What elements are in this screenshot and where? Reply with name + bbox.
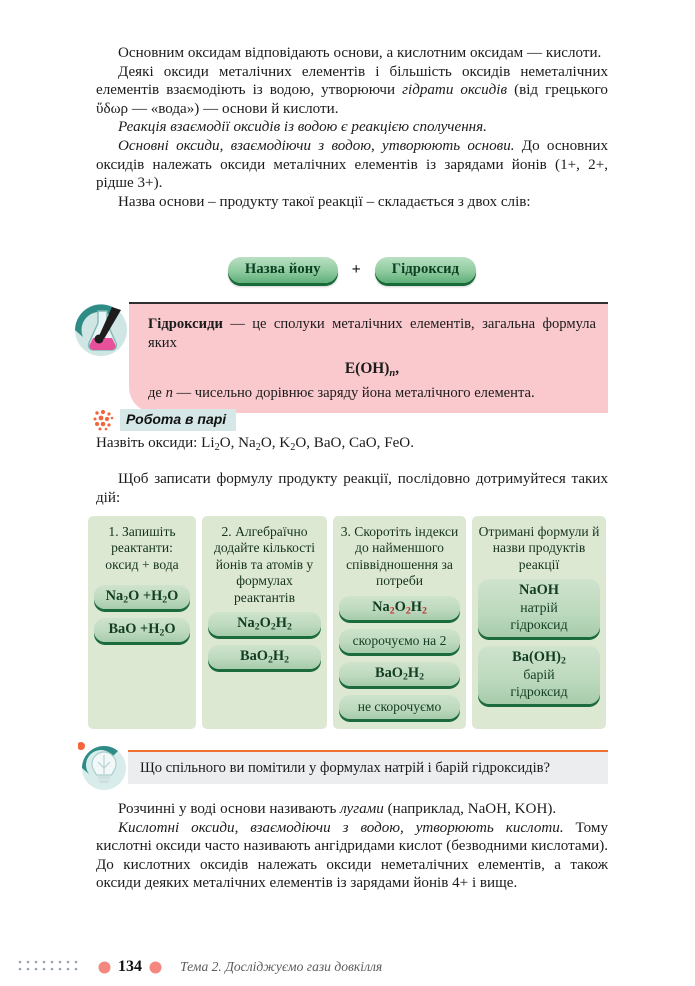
step-3-chip-1[interactable]: $Na_2O_2H_2$ bbox=[339, 596, 460, 620]
paragraph-3: Реакція взаємодії оксидів із водою є реакцією сполучення. bbox=[118, 119, 487, 136]
definition-box bbox=[129, 302, 608, 413]
p2-part-a: Деякі оксиди металічних елементів і більшість оксидів неметалічних елементів взаємодіють із водою, утворюючи bbox=[96, 63, 608, 99]
lightbulb-icon bbox=[78, 742, 130, 792]
p4-part-b: До основних оксидів належать оксиди металічних елементів із зарядами йонів (1+, 2+, рідше 3+). bbox=[96, 137, 608, 192]
step-1-title: 1. Запишіть реактанти: оксид + вода bbox=[105, 524, 179, 572]
intro-paragraphs bbox=[96, 44, 608, 211]
step-4-chip-2[interactable]: $Ba(OH)_2$ барій гідроксид bbox=[478, 646, 600, 704]
paragraph-4 bbox=[96, 137, 608, 193]
note-a: де bbox=[148, 385, 166, 401]
step-3-chip-3[interactable]: $BaO_2H_2$ bbox=[339, 662, 460, 686]
step-column-1 bbox=[88, 516, 196, 729]
general-formula bbox=[148, 360, 596, 378]
formula-main: E(OH) bbox=[344, 360, 390, 377]
step-3-chip-4[interactable]: не скорочуємо bbox=[339, 695, 460, 719]
pill-hydroxide[interactable]: Гідроксид bbox=[375, 257, 476, 283]
definition-text bbox=[148, 315, 596, 353]
definition-note bbox=[148, 384, 596, 403]
step-column-4 bbox=[472, 516, 606, 729]
outro-1-emphasis: лугами bbox=[340, 801, 384, 817]
steps-table bbox=[88, 516, 610, 729]
step-1-chip-2[interactable]: BaO $+H_2O$ bbox=[94, 618, 190, 642]
pair-work-heading bbox=[92, 409, 236, 431]
page-footer bbox=[0, 948, 695, 986]
outro-2-b: Тому кислотні оксиди часто називають ангідридами кислот (безводними кислотами). До кислотних оксидів належать оксиди неметалічних елементів, а також оксиди деяких металічних елементів із зарядами йонів 4+ і вище. bbox=[96, 819, 608, 892]
outro-paragraph-2 bbox=[96, 819, 608, 893]
dots-cluster-icon bbox=[92, 409, 114, 431]
pink-dot-left-icon bbox=[98, 961, 111, 974]
step-2-chip-2[interactable]: $BaO_2H_2$ bbox=[208, 645, 321, 669]
p2-emphasis: гідрати оксидів bbox=[402, 82, 508, 99]
p4-emphasis: Основні оксиди, взаємодіючи з водою, утворюють основи. bbox=[118, 137, 515, 154]
paragraph-2 bbox=[96, 63, 608, 119]
footer-theme-label: Тема 2. Досліджуємо гази довкілля bbox=[180, 959, 383, 974]
footer-page-number: 134 bbox=[118, 958, 142, 975]
footer-dots-icon bbox=[16, 958, 86, 976]
outro-paragraphs bbox=[96, 800, 608, 893]
outro-1-b: (наприклад, NaOH, KOH). bbox=[383, 801, 557, 817]
step-column-2 bbox=[202, 516, 327, 729]
question-strip bbox=[128, 750, 608, 784]
pair-work-task: Назвіть оксиди: $Li_2O$, $Na_2O$, $K_2O$, BaO, CaO, FeO. bbox=[96, 435, 414, 453]
step-3-chip-2[interactable]: скорочуємо на 2 bbox=[339, 629, 460, 653]
note-variable: n bbox=[165, 385, 173, 401]
question-text: Що спільного ви помітили у формулах натрій і барій гідроксидів? bbox=[140, 760, 550, 776]
steps-intro-paragraph bbox=[96, 470, 608, 507]
step-3-title: 3. Скоротіть індекси до найменшого співвідношення за потреби bbox=[340, 524, 459, 589]
pill-ion-name[interactable]: Назва йону bbox=[228, 257, 338, 283]
pink-dot-right-icon bbox=[149, 961, 162, 974]
steps-intro-text: Щоб записати формулу продукту реакції, послідовно дотримуйтеся таких дій: bbox=[96, 471, 608, 506]
step-1-chip-1[interactable]: $Na_2O +H_2O$ bbox=[94, 585, 190, 609]
outro-paragraph-1 bbox=[96, 800, 608, 819]
note-b: — чисельно дорівнює заряду йона металічного елемента. bbox=[172, 385, 535, 401]
formula-subscript-n: n bbox=[389, 367, 396, 379]
step-column-3 bbox=[333, 516, 466, 729]
step-2-title: 2. Алгебраїчно додайте кількості йонів та атомів у формулах реактантів bbox=[213, 524, 316, 605]
flask-icon bbox=[72, 301, 132, 359]
step-4-title: Отримані формули й назви продуктів реакції bbox=[478, 524, 600, 572]
paragraph-1: Основним оксидам відповідають основи, а кислотним оксидам — кислоти. bbox=[118, 45, 602, 61]
p2-part-b: (від грецького ὕδωρ — «вода») — основи й кислоти. bbox=[96, 82, 608, 117]
outro-1-a: Розчинні у воді основи називають bbox=[118, 801, 341, 817]
outro-2-emphasis: Кислотні оксиди, взаємодіючи з водою, утворюють кислоти. bbox=[118, 819, 564, 836]
paragraph-5: Назва основи – продукту такої реакції – складається з двох слів: bbox=[118, 193, 531, 210]
plus-sign: + bbox=[351, 261, 361, 278]
definition-term: Гідроксиди bbox=[148, 316, 223, 332]
definition-text-a: — це сполуки металічних елементів, загальна формула яких bbox=[148, 316, 596, 351]
step-2-chip-1[interactable]: $Na_2O_2H_2$ bbox=[208, 612, 321, 636]
pair-work-label: Робота в парі bbox=[120, 409, 236, 431]
formula-tail: , bbox=[395, 360, 400, 377]
name-formula-pills bbox=[96, 257, 608, 283]
footer-page-group bbox=[98, 958, 162, 976]
step-4-chip-1[interactable]: NaOH натрій гідроксид bbox=[478, 579, 600, 637]
